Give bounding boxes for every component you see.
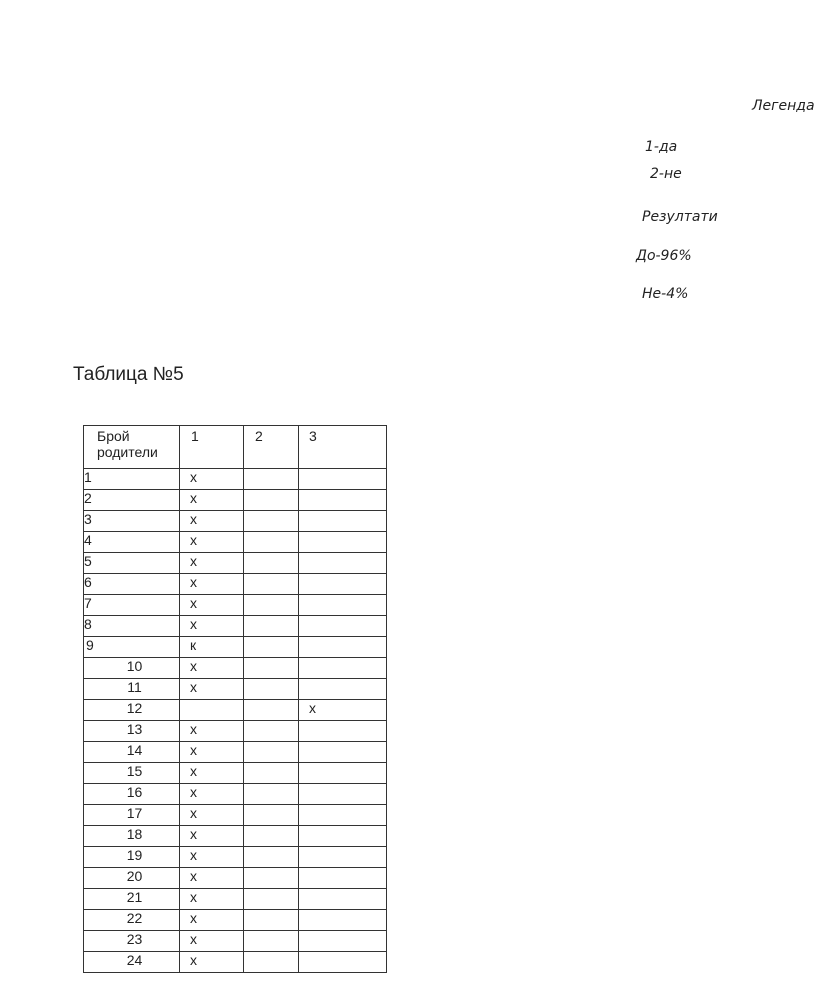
table-row bbox=[84, 490, 387, 511]
row-number-cell: 13 bbox=[84, 721, 180, 742]
column-header-3: 3 bbox=[299, 426, 387, 469]
table-row bbox=[84, 784, 387, 805]
answer-cell-3 bbox=[299, 532, 387, 553]
row-number-cell: 20 bbox=[84, 868, 180, 889]
table-body bbox=[84, 469, 387, 973]
answer-cell-2 bbox=[244, 847, 299, 868]
column-header-2: 2 bbox=[244, 426, 299, 469]
table-row bbox=[84, 637, 387, 658]
answer-cell-3 bbox=[299, 805, 387, 826]
row-number-cell: 22 bbox=[84, 910, 180, 931]
row-number-cell: 10 bbox=[84, 658, 180, 679]
answer-cell-2 bbox=[244, 532, 299, 553]
table-row bbox=[84, 742, 387, 763]
answer-cell-2 bbox=[244, 742, 299, 763]
answer-cell-3 bbox=[299, 469, 387, 490]
answer-cell-2 bbox=[244, 889, 299, 910]
row-number-cell: 6 bbox=[84, 574, 180, 595]
table-row bbox=[84, 700, 387, 721]
answer-cell-2 bbox=[244, 931, 299, 952]
answer-cell-2 bbox=[244, 805, 299, 826]
table-header-row bbox=[84, 426, 387, 469]
answer-cell-1: х bbox=[180, 679, 244, 700]
table-row bbox=[84, 511, 387, 532]
row-number-cell: 12 bbox=[84, 700, 180, 721]
answer-cell-1: х bbox=[180, 910, 244, 931]
table-row bbox=[84, 679, 387, 700]
answer-cell-1: х bbox=[180, 952, 244, 973]
answer-cell-3 bbox=[299, 574, 387, 595]
row-number-cell: 15 bbox=[84, 763, 180, 784]
answer-cell-2 bbox=[244, 511, 299, 532]
answer-cell-1: х bbox=[180, 805, 244, 826]
table-row bbox=[84, 721, 387, 742]
row-number-cell: 11 bbox=[84, 679, 180, 700]
answer-cell-3 bbox=[299, 784, 387, 805]
answer-cell-1: х bbox=[180, 889, 244, 910]
answer-cell-3 bbox=[299, 616, 387, 637]
table-row bbox=[84, 595, 387, 616]
table-row bbox=[84, 826, 387, 847]
row-number-cell: 8 bbox=[84, 616, 180, 637]
table-row bbox=[84, 574, 387, 595]
answer-cell-1: х bbox=[180, 658, 244, 679]
answer-cell-2 bbox=[244, 637, 299, 658]
answer-cell-1: х bbox=[180, 784, 244, 805]
results-title: Резултати bbox=[642, 209, 718, 225]
answer-cell-1: х bbox=[180, 763, 244, 784]
answer-cell-3 bbox=[299, 931, 387, 952]
answer-cell-2 bbox=[244, 574, 299, 595]
table-row bbox=[84, 868, 387, 889]
answer-cell-2 bbox=[244, 868, 299, 889]
answer-cell-2 bbox=[244, 490, 299, 511]
answer-cell-2 bbox=[244, 469, 299, 490]
row-number-cell: 18 bbox=[84, 826, 180, 847]
row-number-cell: 16 bbox=[84, 784, 180, 805]
table-row bbox=[84, 553, 387, 574]
answer-cell-2 bbox=[244, 721, 299, 742]
row-number-cell: 4 bbox=[84, 532, 180, 553]
answer-cell-1: х bbox=[180, 490, 244, 511]
row-number-cell: 17 bbox=[84, 805, 180, 826]
answer-cell-2 bbox=[244, 658, 299, 679]
table-row bbox=[84, 532, 387, 553]
answer-cell-3 bbox=[299, 658, 387, 679]
table-row bbox=[84, 469, 387, 490]
answer-cell-2 bbox=[244, 616, 299, 637]
row-number-cell: 3 bbox=[84, 511, 180, 532]
answer-cell-1: к bbox=[180, 637, 244, 658]
row-number-cell: 9 bbox=[84, 637, 180, 658]
results-item-yes: До-96% bbox=[636, 248, 692, 264]
answer-cell-2 bbox=[244, 784, 299, 805]
row-number-cell: 19 bbox=[84, 847, 180, 868]
answer-cell-3 bbox=[299, 763, 387, 784]
table-row bbox=[84, 889, 387, 910]
answer-cell-2 bbox=[244, 700, 299, 721]
answer-cell-1: х bbox=[180, 469, 244, 490]
answer-cell-3 bbox=[299, 511, 387, 532]
answer-cell-1: х bbox=[180, 616, 244, 637]
row-number-cell: 2 bbox=[84, 490, 180, 511]
answer-cell-3 bbox=[299, 637, 387, 658]
answer-cell-3 bbox=[299, 490, 387, 511]
answer-cell-3 bbox=[299, 826, 387, 847]
answer-cell-3 bbox=[299, 952, 387, 973]
answer-cell-1: х bbox=[180, 847, 244, 868]
answer-cell-3 bbox=[299, 721, 387, 742]
answer-cell-1: х bbox=[180, 826, 244, 847]
answer-cell-2 bbox=[244, 910, 299, 931]
answer-cell-2 bbox=[244, 679, 299, 700]
answer-cell-1: х bbox=[180, 721, 244, 742]
table-row bbox=[84, 616, 387, 637]
legend-item-no: 2-не bbox=[650, 166, 682, 182]
table-row bbox=[84, 847, 387, 868]
answer-cell-1: х bbox=[180, 574, 244, 595]
row-number-cell: 1 bbox=[84, 469, 180, 490]
table-row bbox=[84, 658, 387, 679]
answer-cell-1 bbox=[180, 700, 244, 721]
table-row bbox=[84, 952, 387, 973]
answer-cell-3 bbox=[299, 679, 387, 700]
answer-cell-3: х bbox=[299, 700, 387, 721]
answer-cell-3 bbox=[299, 889, 387, 910]
row-number-cell: 23 bbox=[84, 931, 180, 952]
table-row bbox=[84, 931, 387, 952]
answer-cell-1: х bbox=[180, 931, 244, 952]
answer-cell-1: х bbox=[180, 868, 244, 889]
table-row bbox=[84, 805, 387, 826]
answer-cell-3 bbox=[299, 910, 387, 931]
row-number-cell: 21 bbox=[84, 889, 180, 910]
results-item-no: Не-4% bbox=[642, 286, 689, 302]
row-number-cell: 7 bbox=[84, 595, 180, 616]
legend-item-yes: 1-да bbox=[645, 139, 678, 155]
answer-cell-2 bbox=[244, 952, 299, 973]
row-number-cell: 14 bbox=[84, 742, 180, 763]
answer-cell-1: х bbox=[180, 532, 244, 553]
row-number-cell: 24 bbox=[84, 952, 180, 973]
answer-cell-1: х bbox=[180, 511, 244, 532]
answer-cell-1: х bbox=[180, 742, 244, 763]
answer-cell-2 bbox=[244, 763, 299, 784]
column-header-parents: Брой родители bbox=[84, 426, 180, 469]
data-table bbox=[83, 425, 387, 973]
answer-cell-1: х bbox=[180, 553, 244, 574]
table-row bbox=[84, 910, 387, 931]
page-title: Таблица №5 bbox=[73, 364, 184, 385]
legend-title: Легенда bbox=[752, 98, 815, 114]
answer-cell-3 bbox=[299, 868, 387, 889]
row-number-cell: 5 bbox=[84, 553, 180, 574]
answer-cell-2 bbox=[244, 553, 299, 574]
answer-cell-3 bbox=[299, 742, 387, 763]
answer-cell-3 bbox=[299, 847, 387, 868]
answer-cell-1: х bbox=[180, 595, 244, 616]
column-header-1: 1 bbox=[180, 426, 244, 469]
answer-cell-2 bbox=[244, 826, 299, 847]
answer-cell-3 bbox=[299, 595, 387, 616]
answer-cell-2 bbox=[244, 595, 299, 616]
answer-cell-3 bbox=[299, 553, 387, 574]
table-row bbox=[84, 763, 387, 784]
